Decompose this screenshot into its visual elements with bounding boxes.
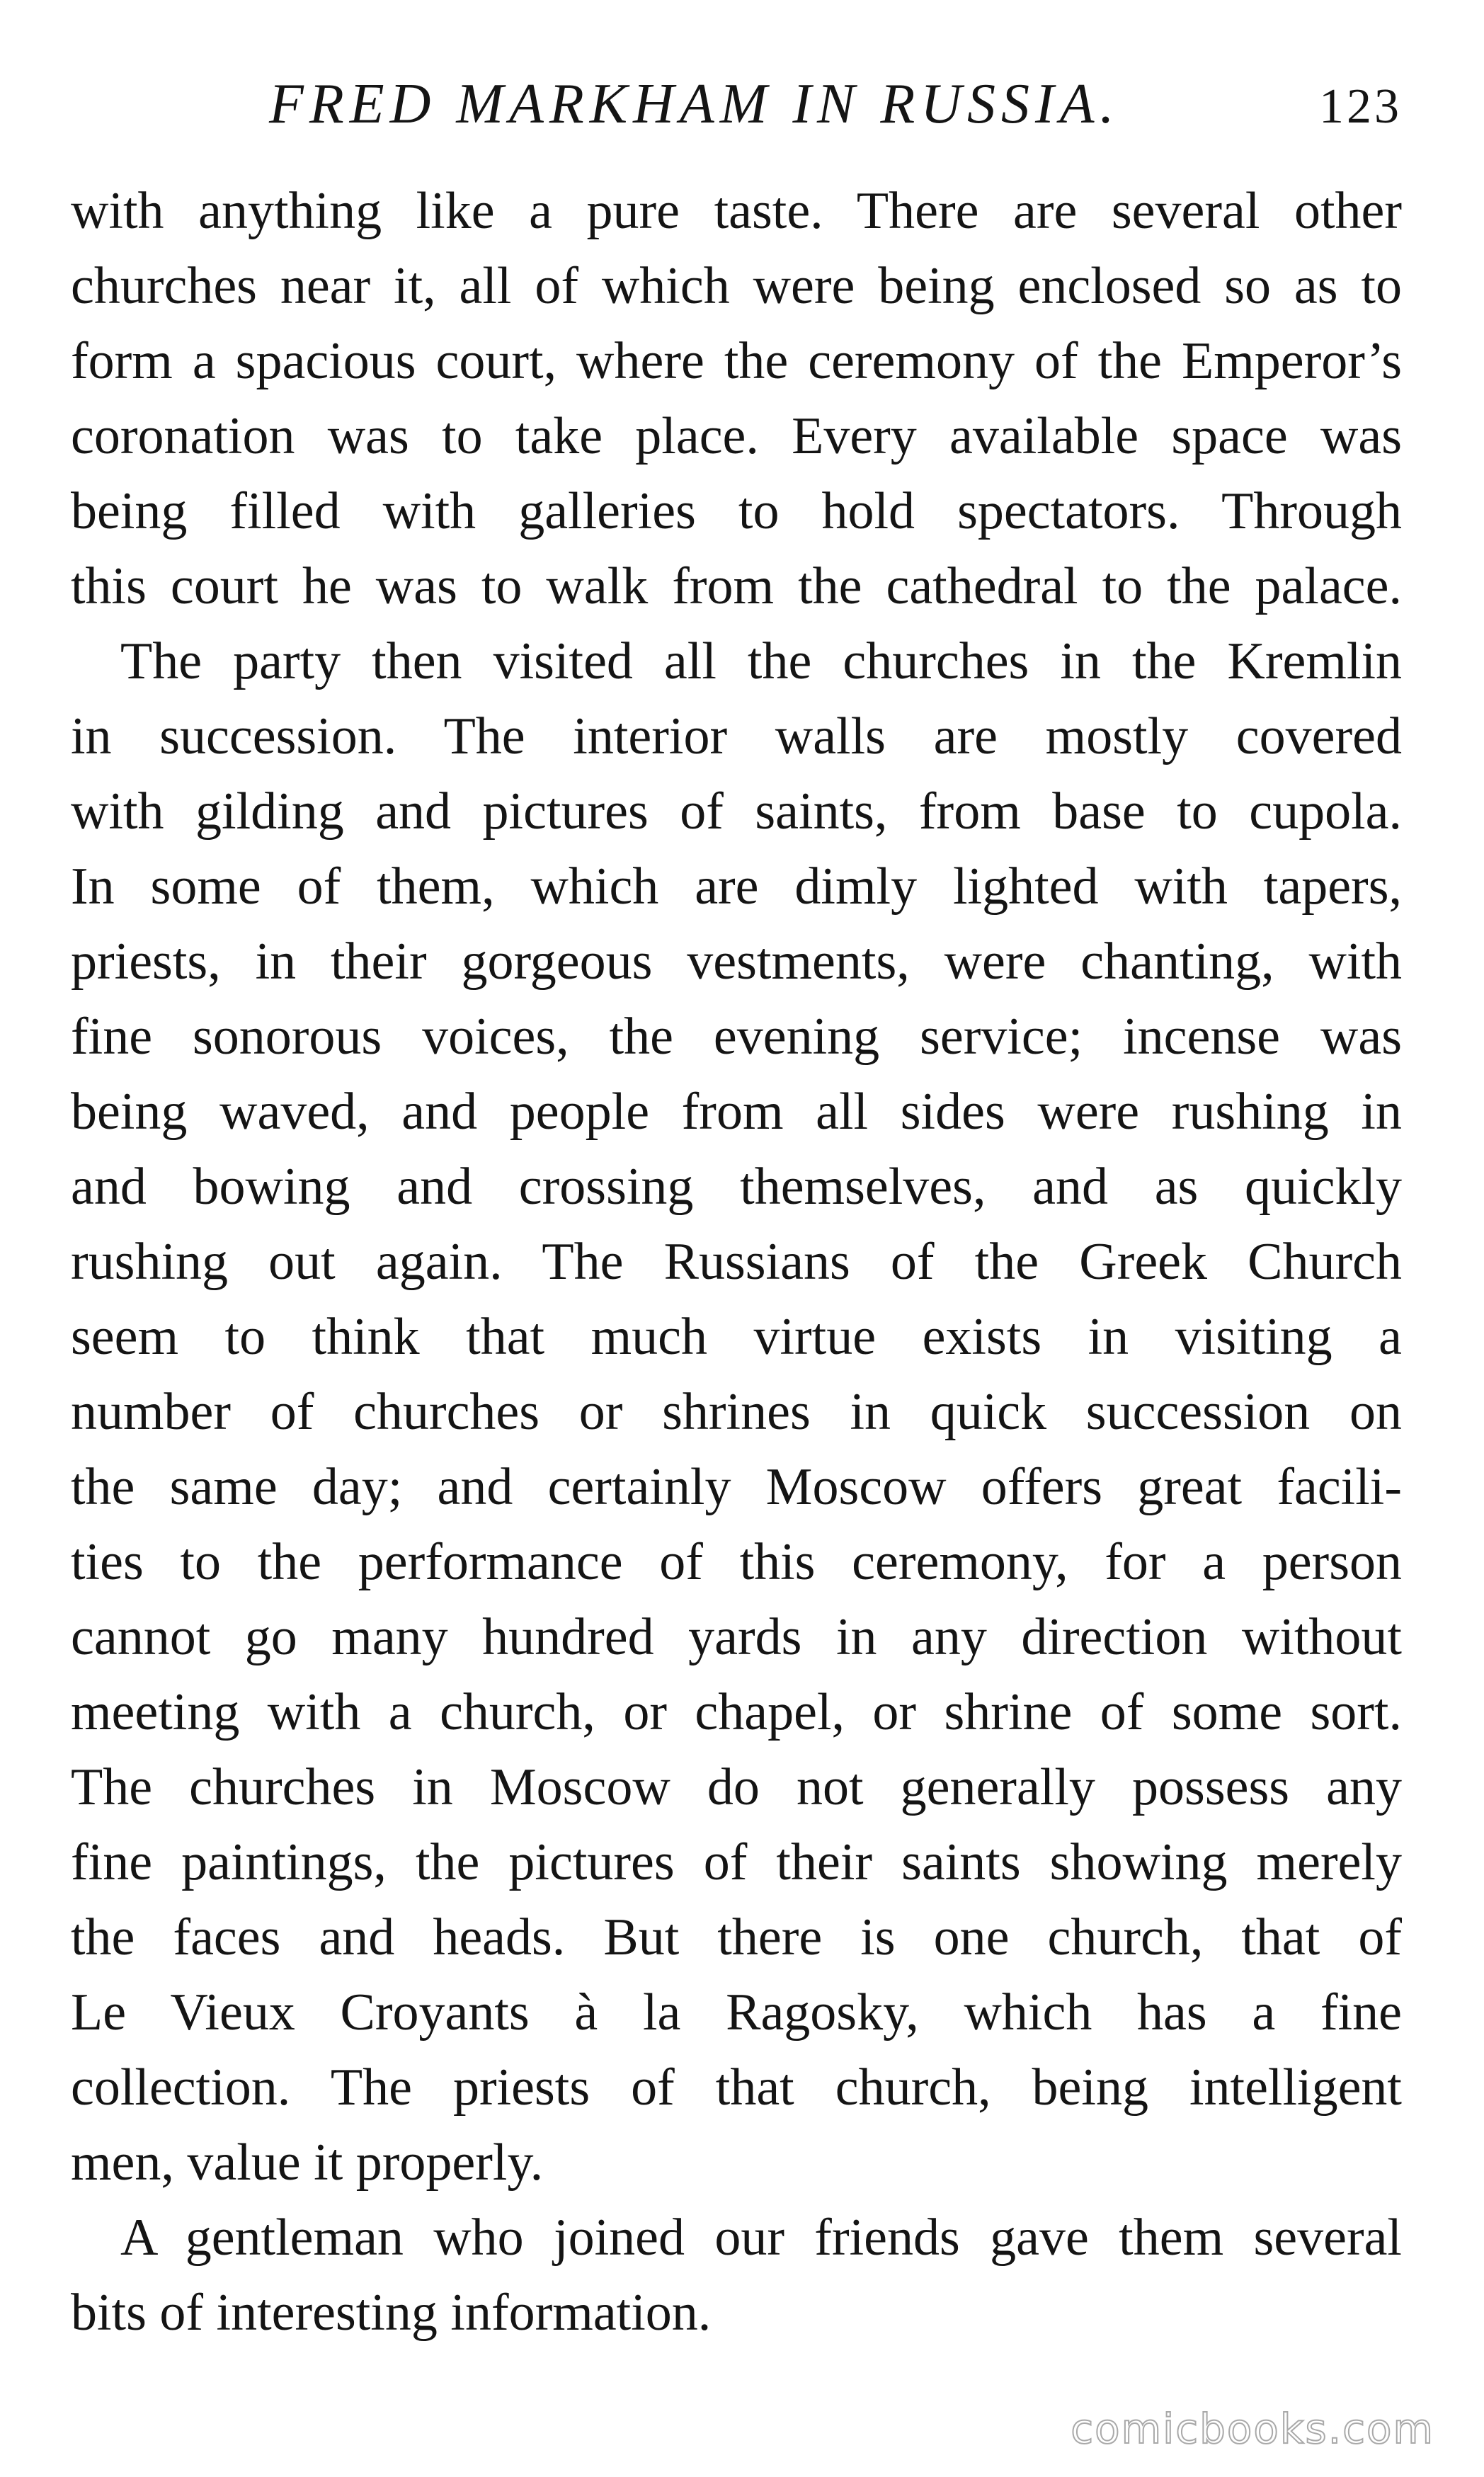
text-line: A gentleman who joined our friends gave them several [120,2209,1402,2267]
text-line: being filled with galleries to hold spectators. Through [71,482,1402,540]
text-line: the same day; and certainly Moscow offers great facili- [71,1458,1402,1516]
text-line: fine sonorous voices, the evening service; incense was [71,1008,1402,1066]
text-line: this court he was to walk from the cathedral to the palace. [71,557,1402,615]
text-line: Le Vieux Croyants à la Ragosky, which has a fine [71,1983,1402,2042]
text-line: bits of interesting information. [71,2284,712,2342]
text-line: fine paintings, the pictures of their saints showing merely [71,1833,1402,1891]
text-line: form a spacious court, where the ceremony of the Emperor’s [71,332,1402,390]
text-line: coronation was to take place. Every available space was [71,407,1402,465]
text-line: rushing out again. The Russians of the Greek Church [71,1233,1402,1291]
text-line: number of churches or shrines in quick succession on [71,1383,1402,1441]
text-line: churches near it, all of which were being enclosed so as to [71,257,1402,315]
text-line: the faces and heads. But there is one church, that of [71,1908,1402,1966]
body-text [71,173,1402,2350]
text-line: collection. The priests of that church, being intelligent [71,2059,1402,2117]
page-number: 123 [1319,79,1402,134]
running-head [269,65,1402,143]
text-line: cannot go many hundred yards in any direction without [71,1608,1402,1666]
text-line: being waved, and people from all sides were rushing in [71,1083,1402,1141]
text-line: priests, in their gorgeous vestments, were chanting, with [71,933,1402,991]
text-line: men, value it properly. [71,2134,544,2192]
text-line: The party then visited all the churches in the Kremlin [120,632,1402,690]
text-line: with anything like a pure taste. There are several other [71,182,1402,240]
text-line: The churches in Moscow do not generally possess any [71,1758,1402,1816]
text-line: In some of them, which are dimly lighted with tapers, [71,858,1402,916]
text-line: meeting with a church, or chapel, or shrine of some sort. [71,1683,1402,1741]
text-line: with gilding and pictures of saints, from base to cupola. [71,782,1402,841]
text-line: in succession. The interior walls are mostly covered [71,707,1402,765]
text-line: and bowing and crossing themselves, and as quickly [71,1158,1402,1216]
watermark: comicbooks.com [1071,2405,1434,2453]
text-line: seem to think that much virtue exists in visiting a [71,1308,1402,1366]
running-title: FRED MARKHAM IN RUSSIA. [269,73,1120,135]
text-line: ties to the performance of this ceremony, for a person [71,1533,1402,1591]
